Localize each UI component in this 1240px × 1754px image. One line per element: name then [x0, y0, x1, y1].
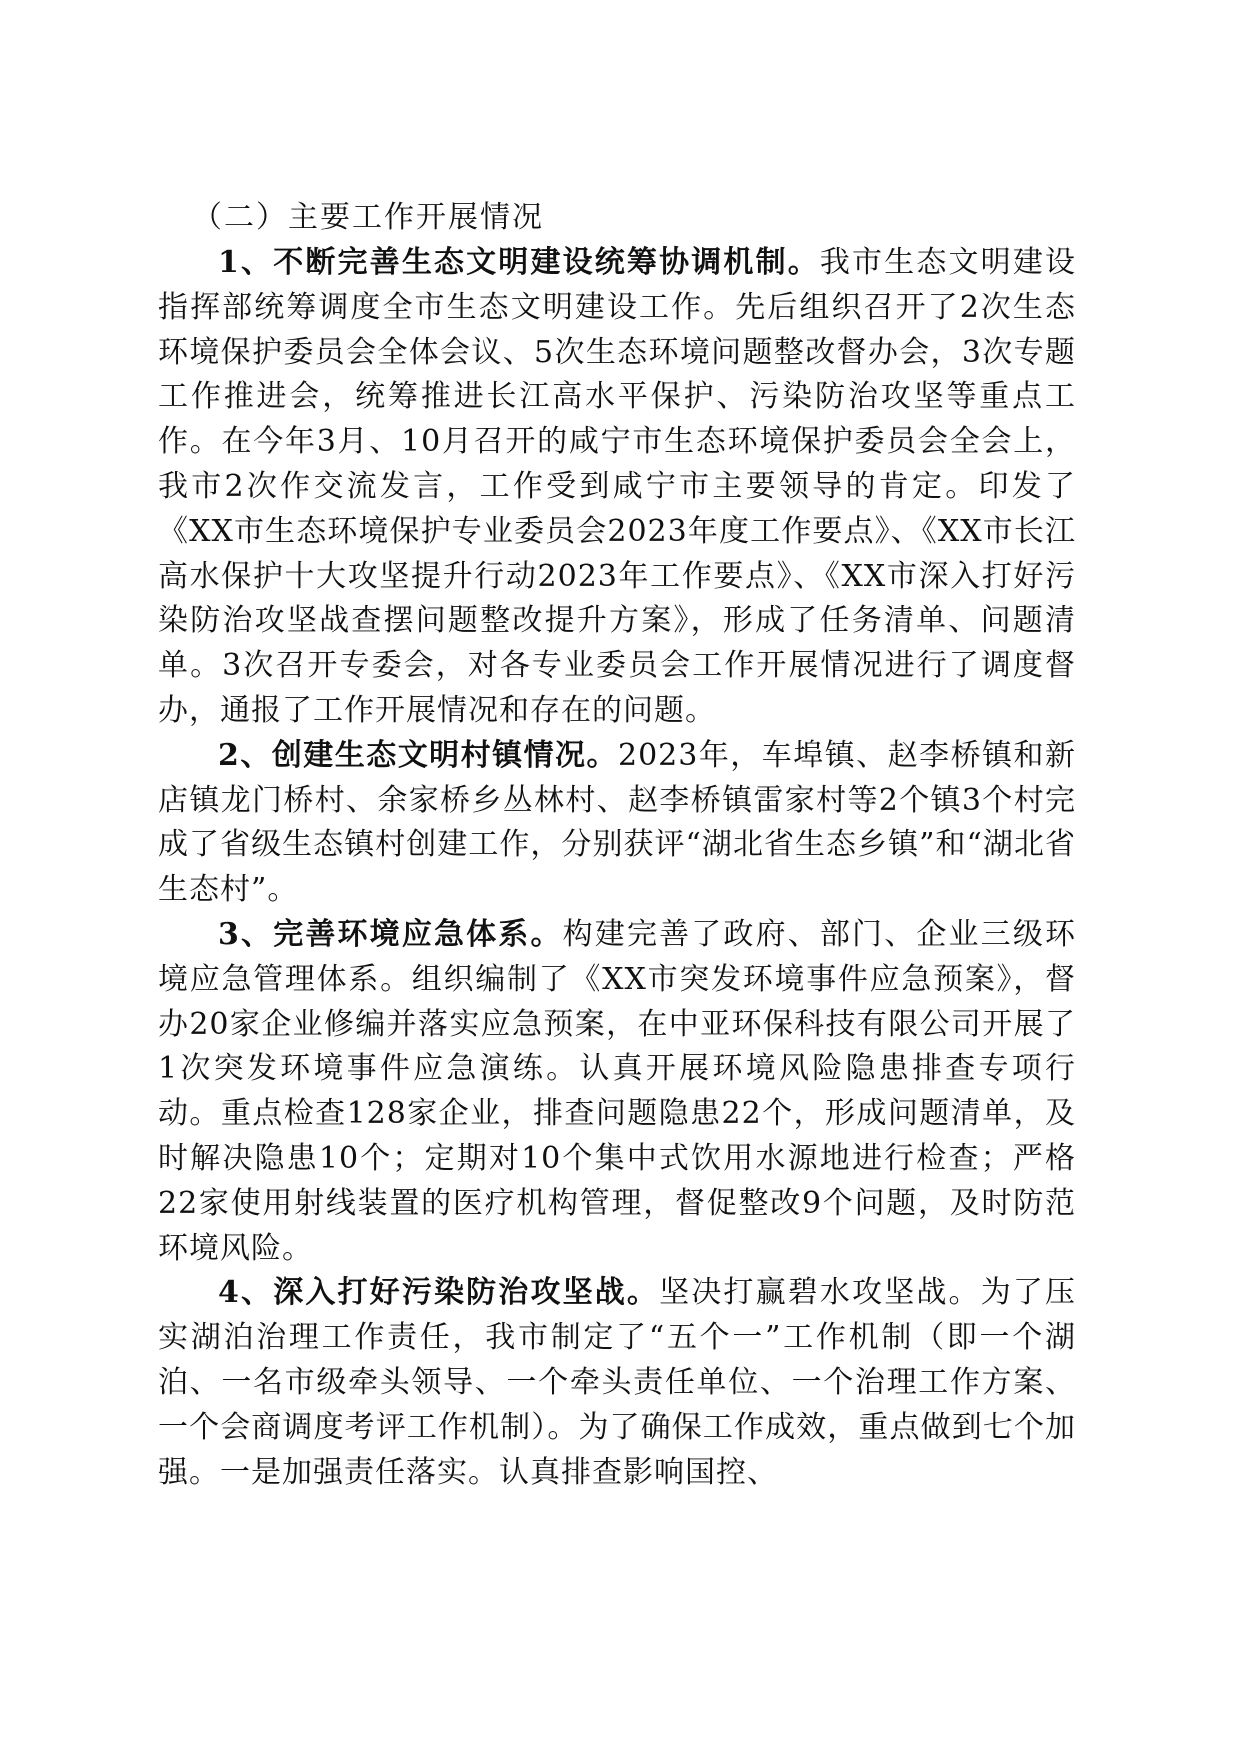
document-page — [158, 195, 1076, 1495]
section-heading: （二）主要工作开展情况 — [192, 200, 544, 235]
paragraph-emergency-system — [158, 913, 1076, 1271]
paragraph-coordination-mechanism — [158, 241, 1076, 734]
paragraph-body: 我市生态文明建设指挥部统筹调度全市生态文明建设工作。先后组织召开了2次生态环境保护委员会全体会议、5次生态环境问题整改督办会，3次专题工作推进会，统筹推进长江高水平保护、污染防治攻坚等重点工作。在今年3月、10月召开的咸宁市生态环境保护委员会全会上，我市2次作交流发言，工作受到咸宁市主要领导的肯定。印发了《XX市生态环境保护专业委员会2023年度工作要点》、《XX市长江高水保护十大攻坚提升行动2023年工作要点》、《XX市深入打好污染防治攻坚战查摆问题整改提升方案》，形成了任务清单、问题清单。3次召开专委会，对各专业委员会工作开展情况进行了调度督办，通报了工作开展情况和存在的问题。 — [158, 245, 1077, 728]
paragraph-body: 2023年，车埠镇、赵李桥镇和新店镇龙门桥村、余家桥乡丛林村、赵李桥镇雷家村等2个镇3个村完成了省级生态镇村创建工作，分别获评“湖北省生态乡镇”和“湖北省生态村”。 — [158, 737, 1076, 908]
paragraph-lead: 4、深入打好污染防治攻坚战。 — [218, 1275, 660, 1311]
paragraph-pollution-control — [158, 1271, 1076, 1495]
paragraph-body: 构建完善了政府、部门、企业三级环境应急管理体系。组织编制了《XX市突发环境事件应急预案》，督办20家企业修编并落实应急预案，在中亚环保科技有限公司开展了1次突发环境事件应急演练。认真开展环境风险隐患排查专项行动。重点检查128家企业，排查问题隐患22个，形成问题清单，及时解决隐患10个；定期对10个集中式饮用水源地进行检查；严格22家使用射线装置的医疗机构管理，督促整改9个问题，及时防范环境风险。 — [158, 916, 1077, 1266]
paragraph-lead: 3、完善环境应急体系。 — [218, 916, 563, 952]
paragraph-body: 坚决打赢碧水攻坚战。为了压实湖泊治理工作责任，我市制定了“五个一”工作机制（即一个湖泊、一名市级牵头领导、一个牵头责任单位、一个治理工作方案、一个会商调度考评工作机制）。为了确保工作成效，重点做到七个加强。一是加强责任落实。认真排查影响国控、 — [158, 1275, 1077, 1490]
paragraph-eco-villages — [158, 734, 1076, 913]
paragraph-lead: 1、不断完善生态文明建设统筹协调机制。 — [218, 245, 820, 280]
paragraph-lead: 2、创建生态文明村镇情况。 — [218, 737, 618, 773]
